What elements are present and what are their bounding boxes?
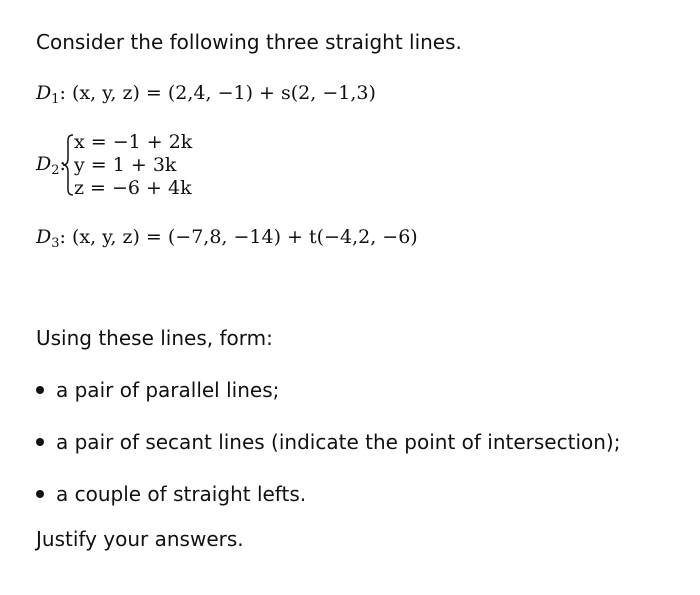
line-d2-eq-x: x = −1 + 2k [74, 131, 193, 153]
line-d1-subscript: 1 [51, 92, 60, 107]
line-d1-equation [36, 82, 376, 107]
line-d2-name: D [36, 153, 52, 175]
line-d2-subscript: 2 [51, 163, 60, 178]
bullet-text: a pair of secant lines (indicate the point of intersection); [56, 430, 621, 454]
intro-text: Consider the following three straight lines. [36, 30, 462, 54]
bullet-item [36, 432, 620, 452]
bullet-text: a couple of straight lefts. [56, 482, 307, 506]
instruction-text: Using these lines, form: [36, 326, 273, 350]
closing-text: Justify your answers. [36, 527, 244, 551]
bullet-text: a pair of parallel lines; [56, 378, 280, 402]
line-d3-name: D [36, 226, 52, 248]
bullet-icon [36, 386, 44, 394]
line-d3-expression: : (x, y, z) = (−7,8, −14) + t(−4,2, −6) [59, 226, 418, 248]
bullet-icon [36, 438, 44, 446]
line-d1-expression: : (x, y, z) = (2,4, −1) + s(2, −1,3) [59, 82, 376, 104]
bullet-icon [36, 490, 44, 498]
line-d2-eq-y: y = 1 + 3k [74, 154, 177, 176]
line-d3-subscript: 3 [51, 236, 60, 251]
line-d1-name: D [36, 82, 52, 104]
line-d2-eq-z: z = −6 + 4k [74, 177, 192, 199]
line-d3-equation [36, 226, 418, 251]
line-d2-colon: : [59, 153, 66, 175]
system-brace-icon [59, 134, 74, 196]
bullet-item [36, 380, 279, 400]
bullet-item [36, 484, 306, 504]
